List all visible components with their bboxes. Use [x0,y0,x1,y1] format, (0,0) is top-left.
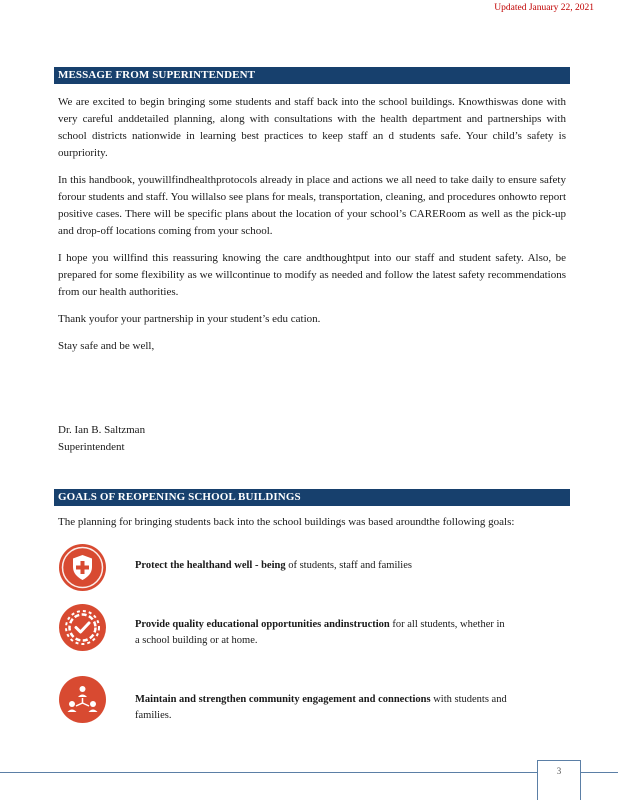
badge-check-icon [59,604,106,651]
goal-bold-text: Protect the healthand well - being [135,560,286,571]
goal-item-protect [119,558,559,574]
goal-text-continuation: a school building or at home. [135,635,258,646]
message-paragraph-3: I hope you willfind this reassuring knowing the care andthoughtput into our staff and student safety. Also, be prepared for some flexibility as we willcontinue to modify as needed and follow the latest safety recommendations from our health authorities. [58,252,566,298]
goal-item-maintain [119,692,559,724]
signature-name: Dr. Ian B. Saltzman [58,424,146,436]
message-paragraph-1: We are excited to begin bringing some students and staff back into the school buildings. Knowthiswas done with very careful anddetailed planning, along with consultations with the health department and partnerships with school districts nationwide in learning best practices to keep staff an d students safe. Your child’s safety is ourpriority. [58,96,566,159]
message-closing: Stay safe and be well, [58,340,155,352]
goal-bold-text: Maintain and strengthen community engagement and connections [135,694,431,705]
goal-bold-text: Provide quality educational opportunities andinstruction [135,619,390,630]
goal-text-continuation: families. [135,710,172,721]
goal-text: for all students, whether in [389,619,505,630]
community-network-icon [59,676,106,723]
message-section-heading: MESSAGE FROM SUPERINTENDENT [54,67,570,84]
signature-title: Superintendent [58,441,125,453]
goals-intro: The planning for bringing students back into the school buildings was based aroundthe following goals: [58,516,515,528]
goal-text: with students and [430,694,507,705]
goal-item-provide [119,617,559,649]
goal-text: of students, staff and families [285,560,412,571]
goals-section-heading: GOALS OF REOPENING SCHOOL BUILDINGS [54,489,570,506]
footer-rule [0,772,618,773]
message-paragraph-2: In this handbook, youwillfindhealthprotocols already in place and actions we all need to take daily to ensure safety forour students and staff. You willalso see plans for meals, transportation, cleaning, and procedures onhowto report positive cases. There will be specific plans about the location of your school’s CARERoom as well as the pick-up and drop-off locations coming from your school. [58,174,566,237]
updated-date: Updated January 22, 2021 [494,3,594,13]
shield-cross-icon [59,544,106,591]
message-paragraph-4: Thank youfor your partnership in your student’s edu cation. [58,313,321,325]
page-number: 3 [556,766,562,776]
